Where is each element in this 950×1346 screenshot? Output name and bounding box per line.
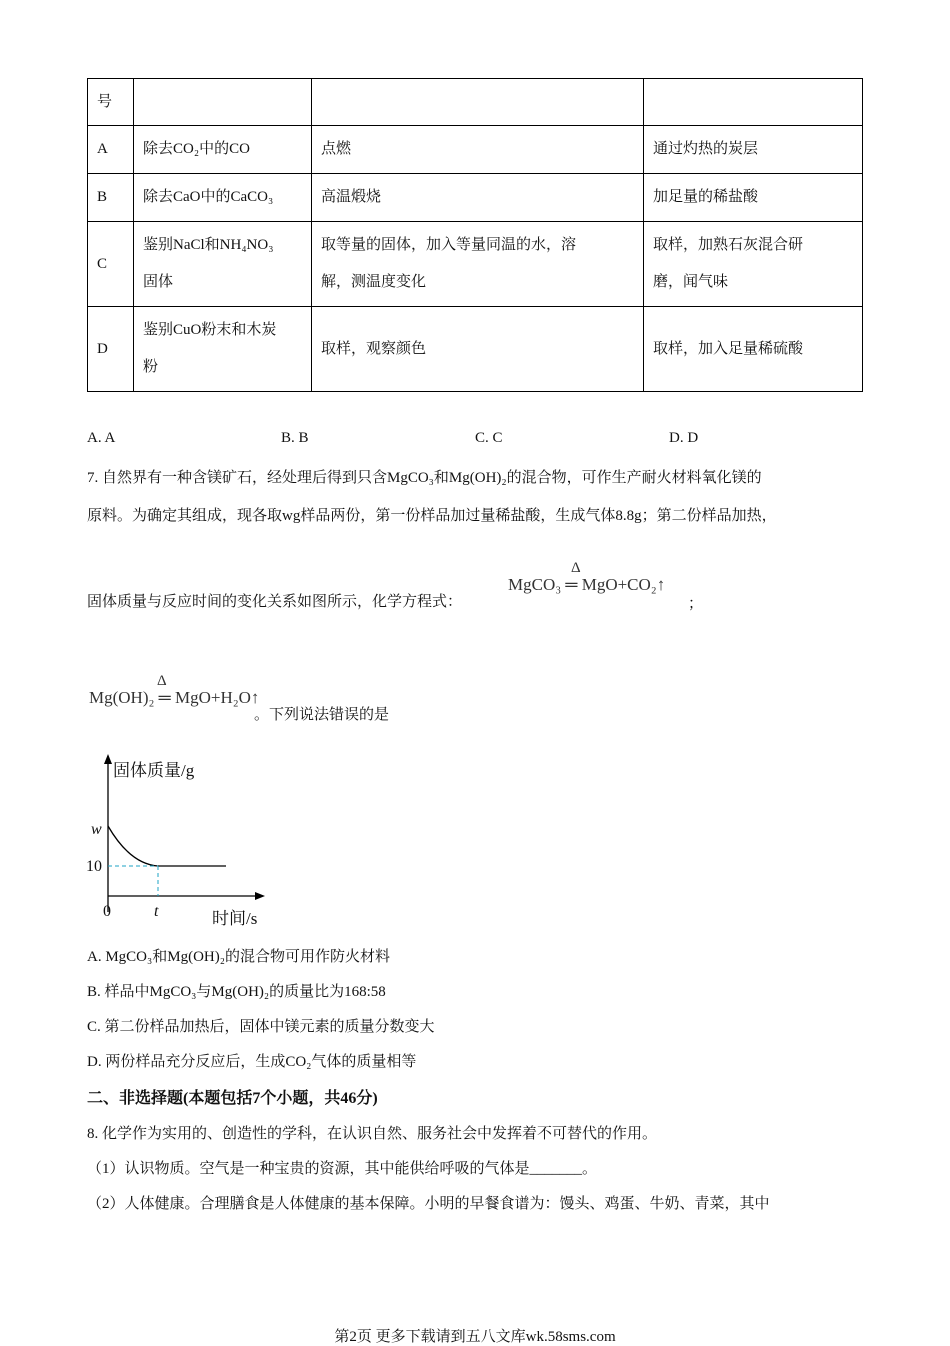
- graph-x-label: 时间/s: [212, 909, 258, 928]
- table-cell: [134, 79, 312, 126]
- table-cell: B: [88, 174, 134, 222]
- cell-line: 解，测温度变化: [321, 274, 427, 290]
- table-cell: [644, 79, 863, 126]
- q7-option-c: C. 第二份样品加热后，固体中镁元素的质量分数变大: [87, 1019, 435, 1035]
- table-row: [88, 307, 863, 392]
- table-cell: 加足量的稀盐酸: [644, 174, 863, 222]
- graph-10-label: 10: [86, 858, 102, 875]
- table-cell: [134, 222, 312, 307]
- q7-line-1: 7. 自然界有一种含镁矿石，经处理后得到只含MgCO₃和Mg(OH)₂的混合物，可作生产耐火材料氧化镁的: [87, 470, 762, 486]
- q7-line-4: 。下列说法错误的是: [254, 707, 390, 723]
- x-axis-arrow: [255, 892, 265, 900]
- q8-part-1: （1）认识物质。空气是一种宝贵的资源，其中能供给呼吸的气体是_______。: [87, 1161, 598, 1177]
- table-cell: 取样，观察颜色: [312, 307, 644, 392]
- q8-intro: 8. 化学作为实用的、创造性的学科，在认识自然、服务社会中发挥着不可替代的作用。: [87, 1126, 658, 1142]
- graph-t-label: t: [154, 903, 159, 920]
- semicolon: ；: [688, 596, 704, 612]
- table-cell: [312, 79, 644, 126]
- table-cell: 通过灼热的炭层: [644, 126, 863, 174]
- q7-line-2: 原料。为确定其组成，现各取wg样品两份，第一份样品加过量稀盐酸，生成气体8.8g；第二份样品加热，: [87, 508, 777, 524]
- table-cell: 除去CO₂中的CO: [134, 126, 312, 174]
- table-cell: 除去CaO中的CaCO₃: [134, 174, 312, 222]
- q7-option-a: A. MgCO₃和Mg(OH)₂的混合物可用作防火材料: [87, 949, 390, 965]
- cell-line: 鉴别CuO粉末和木炭: [143, 322, 277, 338]
- heat-symbol: Δ: [571, 560, 581, 576]
- table-cell: [644, 222, 863, 307]
- equation-mgco3: MgCO₃ ═ MgO+CO₂↑: [508, 575, 666, 594]
- cell-line: 粉: [143, 359, 159, 375]
- table-cell: 点燃: [312, 126, 644, 174]
- table-cell: 高温煅烧: [312, 174, 644, 222]
- table-row: [88, 126, 863, 174]
- table-cell: [312, 222, 644, 307]
- q7-option-d: D. 两份样品充分反应后，生成CO₂气体的质量相等: [87, 1054, 417, 1070]
- q6-option-c: C. C: [475, 430, 503, 446]
- page-footer: 第2页 更多下载请到五八文库wk.58sms.com: [334, 1329, 616, 1345]
- table-cell: 取样，加入足量稀硫酸: [644, 307, 863, 392]
- q6-option-b: B. B: [281, 430, 309, 446]
- q7-line-3: 固体质量与反应时间的变化关系如图所示，化学方程式：: [87, 594, 463, 610]
- cell-line: 鉴别NaCl和NH₄NO₃: [143, 237, 274, 253]
- q6-option-a: A. A: [87, 430, 116, 446]
- cell-line: 磨，闻气味: [653, 274, 729, 290]
- table-row: [88, 222, 863, 307]
- cell-line: 取样，加熟石灰混合研: [653, 237, 804, 253]
- graph-y-label: 固体质量/g: [113, 761, 195, 780]
- q6-option-d: D. D: [669, 430, 699, 446]
- table-cell: [134, 307, 312, 392]
- table-cell: D: [88, 307, 134, 392]
- table-cell: A: [88, 126, 134, 174]
- cell-line: 固体: [143, 274, 174, 290]
- graph-origin-label: 0: [103, 903, 111, 920]
- cell-line: 取等量的固体，加入等量同温的水，溶: [321, 237, 577, 253]
- q7-option-b: B. 样品中MgCO₃与Mg(OH)₂的质量比为168:58: [87, 984, 386, 1000]
- mass-curve: [108, 826, 226, 866]
- table-cell: C: [88, 222, 134, 307]
- heat-symbol: Δ: [157, 673, 167, 689]
- table-cell: 号: [88, 79, 134, 126]
- y-axis-arrow: [104, 754, 112, 764]
- equation-mgoh2: Mg(OH)₂ ═ MgO+H₂O↑: [89, 688, 260, 707]
- table-row: [88, 174, 863, 222]
- table-row: [88, 79, 863, 126]
- graph-w-label: w: [91, 821, 102, 838]
- section-heading: 二、非选择题(本题包括7个小题，共46分): [87, 1090, 378, 1107]
- comparison-table: [87, 78, 863, 392]
- q8-part-2: （2）人体健康。合理膳食是人体健康的基本保障。小明的早餐食谱为：馒头、鸡蛋、牛奶、青菜，其中: [87, 1196, 770, 1212]
